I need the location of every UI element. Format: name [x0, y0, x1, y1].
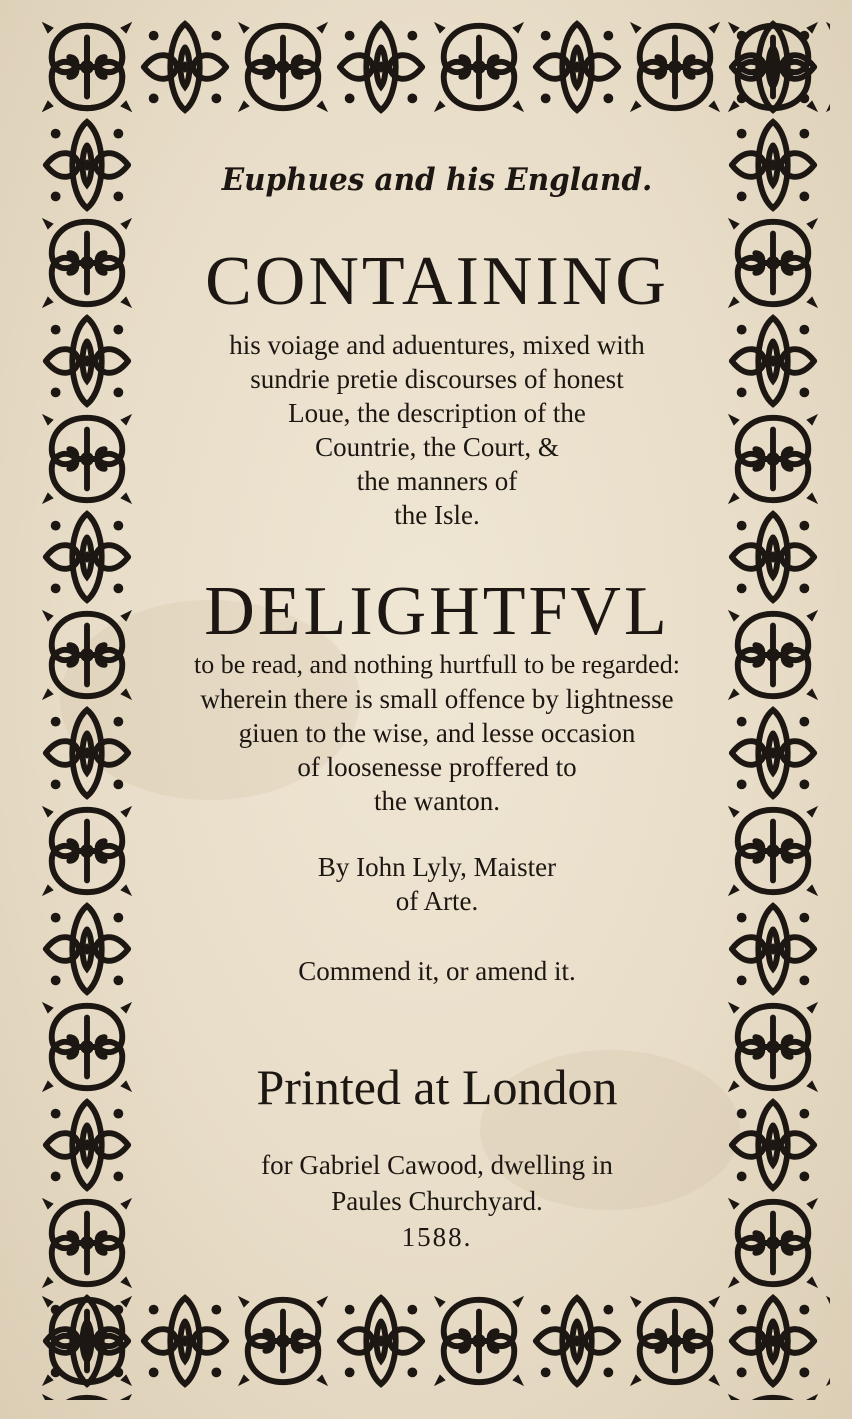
- imprint: Printed at London: [256, 1059, 618, 1115]
- author-line: By Iohn Lyly, Maister: [317, 852, 557, 882]
- ornament-tile: [38, 802, 136, 900]
- ornament-tile: [724, 116, 822, 214]
- ornament-tile: [724, 1194, 822, 1292]
- delight-line: wherein there is small offence by lightnesse: [200, 684, 674, 714]
- heading-containing: CONTAINING: [205, 243, 669, 320]
- ornament-tile: [38, 1096, 136, 1194]
- description-line: his voiage and aduentures, mixed with: [229, 330, 645, 360]
- ornament-tile: [724, 704, 822, 802]
- ornament-tile: [38, 606, 136, 704]
- ornament-tile: [38, 704, 136, 802]
- ornamental-border-top: [38, 18, 830, 130]
- ornament-tile: [38, 508, 136, 606]
- author-line: of Arte.: [395, 886, 479, 916]
- ornament-tile: [136, 1292, 234, 1390]
- ornament-tile: [332, 18, 430, 116]
- ornament-tile: [38, 410, 136, 508]
- ornament-tile: [724, 998, 822, 1096]
- delight-line: to be read, and nothing hurtfull to be regarded:: [194, 650, 680, 679]
- description-line: the manners of: [356, 466, 518, 496]
- ornament-tile: [38, 1292, 136, 1390]
- book-title: Euphues and his England.: [221, 162, 653, 198]
- ornament-tile: [724, 802, 822, 900]
- publication-year: 1588.: [401, 1222, 473, 1252]
- ornamental-border-bottom: [38, 1292, 830, 1400]
- delight-line: the wanton.: [374, 786, 500, 816]
- ornament-tile: [38, 1194, 136, 1292]
- ornament-tile: [38, 214, 136, 312]
- ornament-tile: [234, 18, 332, 116]
- ornament-tile: [724, 1390, 822, 1400]
- ornament-tile: [234, 1292, 332, 1390]
- ornament-tile: [430, 1292, 528, 1390]
- ornament-tile: [724, 312, 822, 410]
- ornament-tile: [528, 1292, 626, 1390]
- ornament-tile: [38, 116, 136, 214]
- ornament-tile: [38, 312, 136, 410]
- delight-line: giuen to the wise, and lesse occasion: [238, 718, 636, 748]
- ornament-tile: [724, 410, 822, 508]
- ornamental-border-left: [38, 18, 148, 1400]
- publisher-line: Paules Churchyard.: [331, 1186, 543, 1216]
- ornament-tile: [626, 1292, 724, 1390]
- delight-line: of loosenesse proffered to: [297, 752, 577, 782]
- ornament-tile: [136, 18, 234, 116]
- ornament-tile: [724, 214, 822, 312]
- ornament-tile: [38, 998, 136, 1096]
- description-line: Countrie, the Court, &: [315, 432, 559, 462]
- description-line: the Isle.: [394, 500, 480, 530]
- ornament-tile: [724, 900, 822, 998]
- publisher-line: for Gabriel Cawood, dwelling in: [261, 1150, 613, 1180]
- motto: Commend it, or amend it.: [298, 956, 576, 986]
- ornament-tile: [724, 606, 822, 704]
- ornament-tile: [724, 1096, 822, 1194]
- ornament-tile: [724, 1292, 822, 1390]
- ornament-tile: [626, 18, 724, 116]
- ornament-tile: [724, 508, 822, 606]
- ornament-tile: [724, 18, 822, 116]
- ornament-tile: [38, 900, 136, 998]
- ornament-tile: [38, 18, 136, 116]
- ornament-tile: [528, 18, 626, 116]
- description-line: sundrie pretie discourses of honest: [250, 364, 624, 394]
- description-line: Loue, the description of the: [288, 398, 586, 428]
- ornament-tile: [332, 1292, 430, 1390]
- heading-delightful: DELIGHTFVL: [204, 573, 670, 650]
- title-page-text: [150, 150, 724, 1280]
- ornamental-border-right: [724, 18, 830, 1400]
- ornament-tile: [38, 1390, 136, 1400]
- ornament-tile: [430, 18, 528, 116]
